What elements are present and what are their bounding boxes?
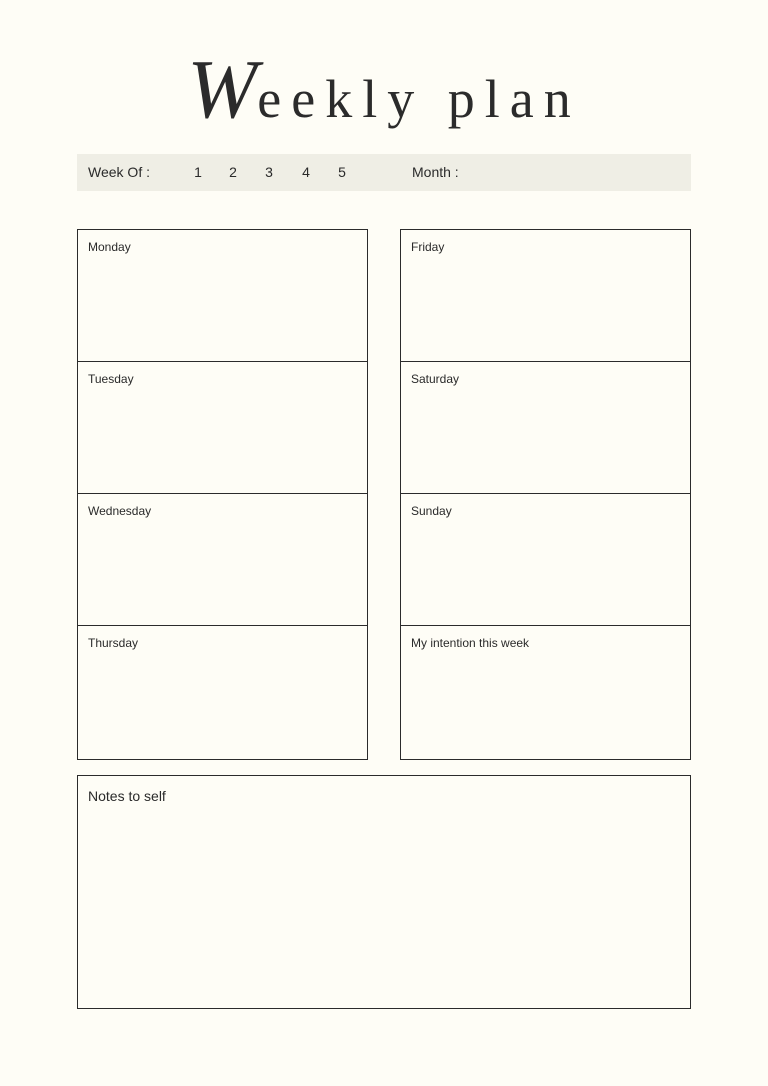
notes-label: Notes to self [88,788,166,804]
day-cell-wednesday[interactable] [78,494,367,626]
week-number-2[interactable]: 2 [229,164,237,180]
day-cell-thursday[interactable] [78,626,367,759]
week-number-4[interactable]: 4 [302,164,310,180]
day-label: Thursday [88,636,139,650]
day-label: Monday [88,240,131,254]
intention-label: My intention this week [411,636,530,650]
intention-cell[interactable] [401,626,690,759]
week-bar [77,154,691,191]
day-label: Tuesday [88,372,134,386]
title-rest: eekly plan [257,69,581,129]
day-cell-sunday[interactable] [401,494,690,626]
day-cell-friday[interactable] [401,230,690,362]
week-of-label: Week Of : [88,164,150,180]
week-number-5[interactable]: 5 [338,164,346,180]
day-label: Wednesday [88,504,152,518]
day-cell-tuesday[interactable] [78,362,367,494]
day-label: Sunday [411,504,452,518]
day-cell-monday[interactable] [78,230,367,362]
day-label: Friday [411,240,445,254]
right-day-column [400,229,691,760]
day-cell-saturday[interactable] [401,362,690,494]
left-day-column [77,229,368,760]
notes-box[interactable] [77,775,691,1009]
day-label: Saturday [411,372,460,386]
month-label: Month : [412,164,459,180]
week-number-3[interactable]: 3 [265,164,273,180]
title-initial: W [187,43,258,136]
page-title [0,40,768,140]
week-number-1[interactable]: 1 [194,164,202,180]
